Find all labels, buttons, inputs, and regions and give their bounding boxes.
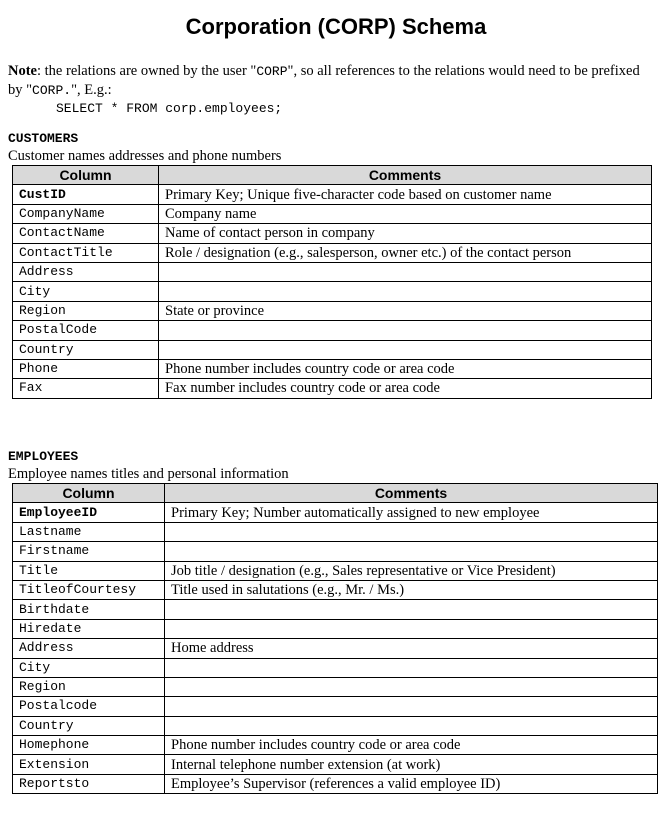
comment-cell: Fax number includes country code or area code	[159, 379, 652, 398]
column-name-cell: Hiredate	[13, 619, 165, 638]
table-row	[13, 736, 658, 755]
comment-cell: Role / designation (e.g., salesperson, owner etc.) of the contact person	[159, 243, 652, 262]
comments-header: Comments	[165, 484, 658, 503]
comment-cell: Company name	[159, 204, 652, 223]
comment-cell: Job title / designation (e.g., Sales representative or Vice President)	[165, 561, 658, 580]
comment-cell	[165, 522, 658, 541]
comment-cell: Phone number includes country code or area code	[165, 736, 658, 755]
comment-cell: State or province	[159, 301, 652, 320]
note-text-a: : the relations are owned by the user "	[37, 63, 257, 79]
comment-cell: Employee’s Supervisor (references a valid employee ID)	[165, 774, 658, 793]
column-name-cell: TitleofCourtesy	[13, 580, 165, 599]
comment-cell	[159, 262, 652, 281]
comment-cell	[165, 619, 658, 638]
column-name-cell: Country	[13, 716, 165, 735]
comment-cell	[165, 716, 658, 735]
column-name-cell: Birthdate	[13, 600, 165, 619]
table-row	[13, 677, 658, 696]
table-row	[13, 379, 652, 398]
table-header-row	[13, 166, 652, 185]
table-row	[13, 224, 652, 243]
column-name-cell: Homephone	[13, 736, 165, 755]
column-name-cell: Reportsto	[13, 774, 165, 793]
table-row	[13, 619, 658, 638]
column-name-cell: Fax	[13, 379, 159, 398]
comment-cell	[165, 697, 658, 716]
note-text-c: ", E.g.:	[71, 82, 112, 98]
table-row	[13, 359, 652, 378]
comment-cell: Home address	[165, 639, 658, 658]
employees-section-description: Employee names titles and personal information	[8, 466, 289, 482]
column-name-cell: ContactTitle	[13, 243, 159, 262]
comment-cell: Primary Key; Number automatically assigned to new employee	[165, 503, 658, 522]
comment-cell	[165, 677, 658, 696]
comment-cell	[159, 340, 652, 359]
comment-cell: Phone number includes country code or area code	[159, 359, 652, 378]
comment-cell	[159, 282, 652, 301]
customers-section-description: Customer names addresses and phone numbers	[8, 148, 282, 164]
comment-cell	[165, 600, 658, 619]
table-row	[13, 301, 652, 320]
column-name-cell: City	[13, 658, 165, 677]
column-name-cell: Region	[13, 677, 165, 696]
table-row	[13, 561, 658, 580]
comment-cell: Primary Key; Unique five-character code based on customer name	[159, 185, 652, 204]
table-row	[13, 697, 658, 716]
table-row	[13, 503, 658, 522]
comment-cell: Name of contact person in company	[159, 224, 652, 243]
table-row	[13, 639, 658, 658]
column-name-cell: Country	[13, 340, 159, 359]
table-row	[13, 542, 658, 561]
customers-section-title: CUSTOMERS	[8, 131, 79, 146]
column-name-cell: CompanyName	[13, 204, 159, 223]
page-title: Corporation (CORP) Schema	[185, 14, 487, 39]
note-label: Note	[8, 63, 37, 79]
column-header: Column	[13, 484, 165, 503]
column-name-cell: Postalcode	[13, 697, 165, 716]
employees-section-title: EMPLOYEES	[8, 449, 79, 464]
comments-header: Comments	[159, 166, 652, 185]
table-row	[13, 716, 658, 735]
column-name-cell: Address	[13, 639, 165, 658]
comment-cell	[165, 658, 658, 677]
customers-table	[12, 165, 652, 399]
comment-cell	[159, 321, 652, 340]
table-row	[13, 262, 652, 281]
column-name-cell: CustID	[13, 185, 159, 204]
table-row	[13, 340, 652, 359]
note-prefix-code: CORP.	[32, 83, 72, 98]
table-row	[13, 580, 658, 599]
note-text-b: ", so all references to the relations would need to be prefixed by "	[8, 63, 640, 98]
table-row	[13, 774, 658, 793]
note-paragraph	[8, 62, 648, 118]
table-row	[13, 755, 658, 774]
column-name-cell: Phone	[13, 359, 159, 378]
column-name-cell: Title	[13, 561, 165, 580]
column-name-cell: City	[13, 282, 159, 301]
table-row	[13, 600, 658, 619]
sql-example: SELECT * FROM corp.employees;	[56, 101, 283, 116]
comment-cell: Internal telephone number extension (at work)	[165, 755, 658, 774]
note-user-code: CORP	[256, 64, 288, 79]
column-name-cell: PostalCode	[13, 321, 159, 340]
column-name-cell: ContactName	[13, 224, 159, 243]
table-row	[13, 282, 652, 301]
table-row	[13, 204, 652, 223]
table-row	[13, 522, 658, 541]
table-row	[13, 243, 652, 262]
column-name-cell: EmployeeID	[13, 503, 165, 522]
column-name-cell: Region	[13, 301, 159, 320]
comment-cell: Title used in salutations (e.g., Mr. / Ms.)	[165, 580, 658, 599]
table-header-row	[13, 484, 658, 503]
column-name-cell: Extension	[13, 755, 165, 774]
column-name-cell: Lastname	[13, 522, 165, 541]
table-row	[13, 321, 652, 340]
table-row	[13, 658, 658, 677]
column-header: Column	[13, 166, 159, 185]
table-row	[13, 185, 652, 204]
employees-table	[12, 483, 658, 794]
column-name-cell: Address	[13, 262, 159, 281]
column-name-cell: Firstname	[13, 542, 165, 561]
comment-cell	[165, 542, 658, 561]
